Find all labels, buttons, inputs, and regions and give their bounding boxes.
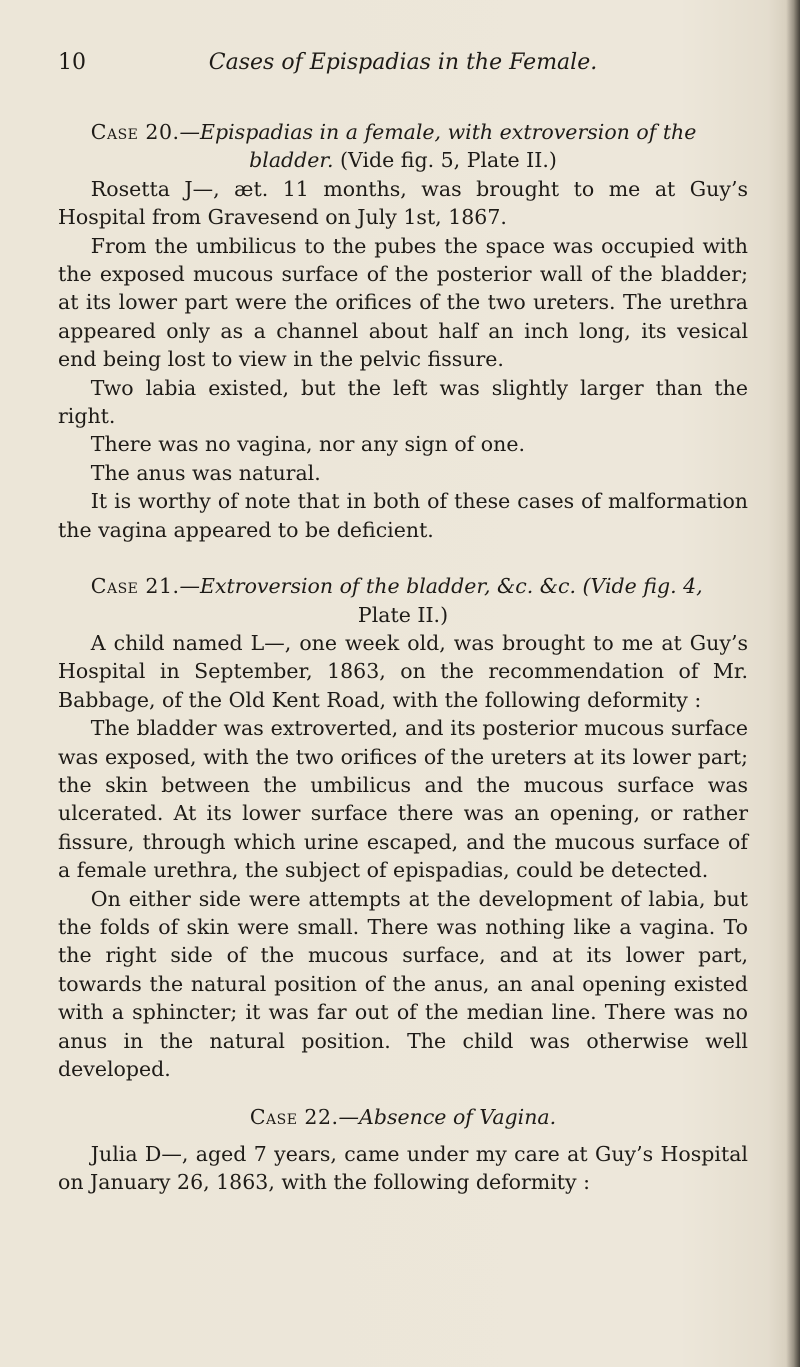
body-text [58, 118, 748, 1197]
section-gap [58, 1083, 748, 1103]
case-22-heading [58, 1103, 748, 1131]
case-21-para-1: A child named L—, one week old, was brought to me at Guy’s Hospital in September, 1863, on the recommendation of Mr. Babbage, of the Old Kent Road, with the following deformity : [58, 630, 748, 712]
page-number: 10 [58, 50, 86, 75]
case-22-description: —Absence of Vagina. [338, 1105, 557, 1130]
case-22-para-1: Julia D—, aged 7 years, came under my care at Guy’s Hospital on January 26, 1863, with the following deformity : [58, 1141, 748, 1195]
case-20-vide-ref: (Vide fig. 5, Plate II.) [340, 148, 557, 173]
case-21-para-2: The bladder was extroverted, and its posterior mucous surface was exposed, with the two orifices of the ureters at its lower part; the skin between the umbilicus and the mucous surface was ulcerated. At its lower surface there was an opening, or rather fissure, through which urine escaped, and the mucous surface of a female urethra, the subject of epispadias, could be detected. [58, 716, 748, 883]
case-22-label: Case 22. [249, 1105, 339, 1130]
case-21-para-3: On either side were attempts at the development of labia, but the folds of skin were small. There was nothing like a vagina. To the right side of the mucous surface, and at its lower part, towards the natural position of the anus, an anal opening existed with a sphincter; it was far out of the median line. There was no anus in the natural position. The child was otherwise well developed. [58, 886, 748, 1081]
case-21-heading [58, 572, 748, 600]
case-20-para-4: There was no vagina, nor any sign of one. [90, 432, 526, 457]
case-20-label: Case 20. [90, 120, 180, 144]
running-title: Cases of Epispadias in the Female. [208, 50, 598, 75]
case-20-para-5: The anus was natural. [90, 460, 321, 485]
case-20-description: —Epispadias in a female, with extroversion of the [179, 120, 697, 144]
case-20-heading [58, 118, 748, 146]
page-header [58, 50, 748, 80]
case-20-description-cont: bladder. [249, 148, 334, 173]
case-21-heading-cont: Plate II.) [357, 602, 449, 627]
case-20-para-1: Rosetta J—, æt. 11 months, was brought to me at Guy’s Hospital from Gravesend on July 1st, 1867. [58, 176, 748, 230]
case-21-description: —Extroversion of the bladder, &c. &c. (Vide fig. 4, [179, 574, 703, 599]
case-20-para-3: Two labia existed, but the left was slightly larger than the right. [58, 375, 748, 429]
page-edge-shadow [786, 0, 800, 1367]
case-20-para-6: It is worthy of note that in both of these cases of malformation the vagina appeared to be deficient. [58, 489, 748, 542]
case-20-heading-cont [58, 146, 748, 174]
section-gap [58, 544, 748, 572]
case-20-para-2: From the umbilicus to the pubes the space was occupied with the exposed mucous surface of the posterior wall of the bladder; at its lower part were the orifices of the two ureters. The urethra appeared only as a channel about half an inch long, its vesical end being lost to view in the pelvic fissure. [58, 233, 748, 372]
case-21-label: Case 21. [90, 574, 180, 599]
